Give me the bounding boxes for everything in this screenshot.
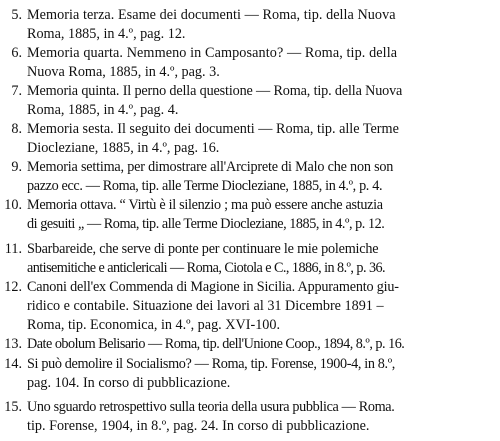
entry-number: 9.	[11, 159, 22, 175]
entry-number: 11.	[4, 241, 22, 257]
entry-number: 6.	[11, 45, 22, 61]
entry-line: Uno sguardo retrospettivo sulla teoria della usura pubblica — Roma.	[27, 399, 395, 415]
entry-line: Roma, tip. Economica, in 4.º, pag. XVI-100.	[27, 317, 281, 333]
entry-number: 12.	[4, 279, 22, 295]
entry-line: Memoria ottava. “ Virtù è il silenzio ; ma può essere anche astuzia	[27, 197, 383, 213]
entry-line: Date obolum Belisario — Roma, tip. dell'Unione Coop., 1894, 8.º, p. 16.	[27, 336, 405, 352]
entry-line: Memoria quinta. Il perno della questione — Roma, tip. della Nuova	[27, 83, 403, 99]
entry-line: Memoria sesta. Il seguito dei documenti — Roma, tip. alle Terme	[27, 121, 399, 137]
entry-text	[27, 158, 493, 196]
entry-text	[27, 240, 493, 278]
entry-text	[27, 196, 493, 234]
entry-number: 14.	[4, 356, 22, 372]
entry-number: 7.	[11, 83, 22, 99]
entry-text	[27, 82, 493, 120]
entry-line: di gesuiti „ — Roma, tip. alle Terme Diocleziane, 1885, in 4.º, p. 12.	[27, 216, 385, 232]
entry-text	[27, 335, 493, 354]
entry-line: Nuova Roma, 1885, in 4.º, pag. 3.	[27, 64, 220, 80]
entry-text	[27, 398, 493, 436]
entry-text	[27, 120, 493, 158]
entry-line: Canoni dell'ex Commenda di Magione in Sicilia. Appuramento giu-	[27, 279, 399, 295]
entry-line: pag. 104. In corso di pubblicazione.	[27, 375, 231, 391]
entry-line: antisemitiche e anticlericali — Roma, Ciotola e C., 1886, in 8.º, p. 36.	[27, 260, 386, 276]
entry-line: Sbarbareide, che serve di ponte per continuare le mie polemiche	[27, 241, 379, 257]
entry-number: 5.	[11, 7, 22, 23]
entry-number: 13.	[4, 336, 22, 352]
entry-number: 8.	[11, 121, 22, 137]
entry-line: ridico e contabile. Situazione dei lavori al 31 Dicembre 1891 –	[27, 298, 384, 314]
entry-number: 10.	[4, 197, 22, 213]
entry-text	[27, 6, 493, 44]
entry-line: Memoria quarta. Nemmeno in Camposanto? — Roma, tip. della	[27, 45, 398, 61]
entry-line: Roma, 1885, in 4.º, pag. 4.	[27, 102, 179, 118]
entry-line: Roma, 1885, in 4.º, pag. 12.	[27, 26, 186, 42]
entry-line: pazzo ecc. — Roma, tip. alle Terme Diocleziane, 1885, in 4.º, p. 4.	[27, 178, 383, 194]
entry-text	[27, 355, 493, 393]
entry-line: Si può demolire il Socialismo? — Roma, tip. Forense, 1900-4, in 8.º,	[27, 356, 395, 372]
entry-text	[27, 278, 493, 335]
entry-text	[27, 44, 493, 82]
entry-number: 15.	[4, 399, 22, 415]
entry-line: Memoria settima, per dimostrare all'Arciprete di Malo che non son	[27, 159, 394, 175]
entry-line: tip. Forense, 1904, in 8.º, pag. 24. In corso di pubblicazione.	[27, 418, 370, 434]
entry-line: Memoria terza. Esame dei documenti — Roma, tip. della Nuova	[27, 7, 396, 23]
entry-line: Diocleziane, 1885, in 4.º, pag. 16.	[27, 140, 220, 156]
